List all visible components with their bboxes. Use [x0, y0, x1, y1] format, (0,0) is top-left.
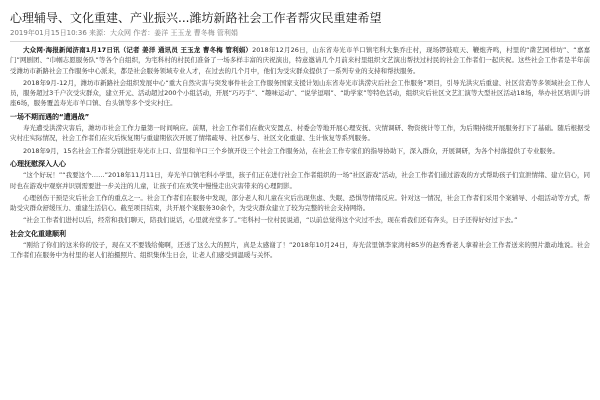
lead-label: 大众网·海报新闻济南1月17日讯（记者 姜洋 通讯员 王玉龙 曹冬梅 管利娟） — [23, 46, 253, 54]
paragraph: 大众网·海报新闻济南1月17日讯（记者 姜洋 通讯员 王玉龙 曹冬梅 管利娟）2018年12月26日，山东省寿光市羊口镇宅科大集乔庄村，现场锣鼓喧天、鞭炮齐鸣，村里的“凿艺园样坊”、“嘉嘉门”网剧团、“巾帼志愿服务队”等各个自组织，为宅科村的村民们准备了一场多样丰富的庆祝演出，特意邀请几个月前来村里组织文艺演出帮扶过村民的社会工作者们一起庆祝。这些社会工作者是半年前受潍坊市新路社会工作服务中心派来，都是社会服务领域专业人才，在过去的几个月中，他们为受灾群众提供了一系列专业的支持和帮扶服务。 — [10, 46, 590, 75]
subheading: 社会文化重建顺利 — [10, 229, 66, 238]
paragraph: “社会工作者们进村以后，经常和我们聊天，陪我们说话，心里就亮堂多了。”宅科村一位村民说道，“以前总觉得这个灾过不去，现在看我们还有奔头，日子还得好好过下去。” — [23, 216, 518, 225]
paragraph: 2018年9月-12月，潍坊市新路社会组织发展中心“重大自然灾害与突发事件社会工作服务国家支援计划山东省寿光市洪涝灾后社会工作服务”项目，引导光洪灾后重建、社区营造等多领域社会工作人员，服务超过3千户次受灾群众，建立开元、活动超过200个小组活动，开展“巧巧手”、“趣味运动”、“说学逗唱”、“助学家”等特色活动，组织灾后社区文艺汇演等大型社区活动18场，举办社区培训与讲座6场，服务覆盖寿光市羊口镇、台头镇等多个受灾村庄。 — [10, 78, 590, 108]
article-meta: 2019年01月15日10:36 来源：大众网 作者：姜洋 王玉龙 曹冬梅 管利娟 — [10, 28, 590, 42]
subheading: 心理抚慰深入人心 — [10, 159, 66, 168]
paragraph: 2018年9月，15名社会工作者分别进驻寿光市上口、营里和羊口三个乡镇开设三个社会工作服务站，在社会工作专家们的指导协助下，深入群众，开展调研，为各个村落提供了专业服务。 — [23, 146, 559, 155]
subheading: 一场不期而遇的“遭遇战” — [10, 112, 90, 121]
article-title: 心理辅导、文化重建、产业振兴...潍坊新路社会工作者帮灾民重建希望 — [10, 11, 382, 25]
paragraph: 寿光遭受洪涝灾害后，潍坊市社会工作力量第一时间响应。前期，社会工作者们在救灾安置点、村委会等地开展心理安抚、灾情调研、物资统计等工作，为后期持续开展服务打下了基础。随后根据受灾村庄实际情况，社会工作者们在灾后恢复期与重建期依次开展了情绪疏导、社区参与、社区文化重建、生计恢复等系列服务。 — [10, 124, 590, 143]
paragraph: “刚给了你们的这米你的饺子，现在又不要钱给俺啊，还送了这么大的照片，真是太感谢了！”2018年10月24日，寿光营里镇李家湾村85岁的赵秀香老人拿着社会工作者送来的照片激动地说。社会工作者们在服务中为村里的老人们拍摄照片、组织集体生日会，让老人们感受到温暖与关怀。 — [10, 241, 590, 260]
article-body — [10, 45, 590, 261]
paragraph: “这个好玩！”“我要这个……”2018年11月11日，寿光羊口镇宅科小学里，孩子们正在进行社会工作者组织的一场“社区游戏”活动，社会工作者们通过游戏的方式帮助孩子们宣泄情绪、建立信心，同时也在游戏中观察并识别需要进一步关注的儿童，让孩子们在欢笑中慢慢走出灾害带来的心理阴影。 — [10, 171, 590, 190]
paragraph: 心理创伤干预是灾后社会工作的重点之一。社会工作者们在服务中发现，部分老人和儿童在灾后出现焦虑、失眠、恐惧等情绪反应。针对这一情况，社会工作者们采用个案辅导、小组活动等方式，帮助受灾群众舒缓压力、重建生活信心。截至项目结束，共开展个案服务30余个，为受灾群众建立了较为完整的社会支持网络。 — [10, 193, 590, 213]
